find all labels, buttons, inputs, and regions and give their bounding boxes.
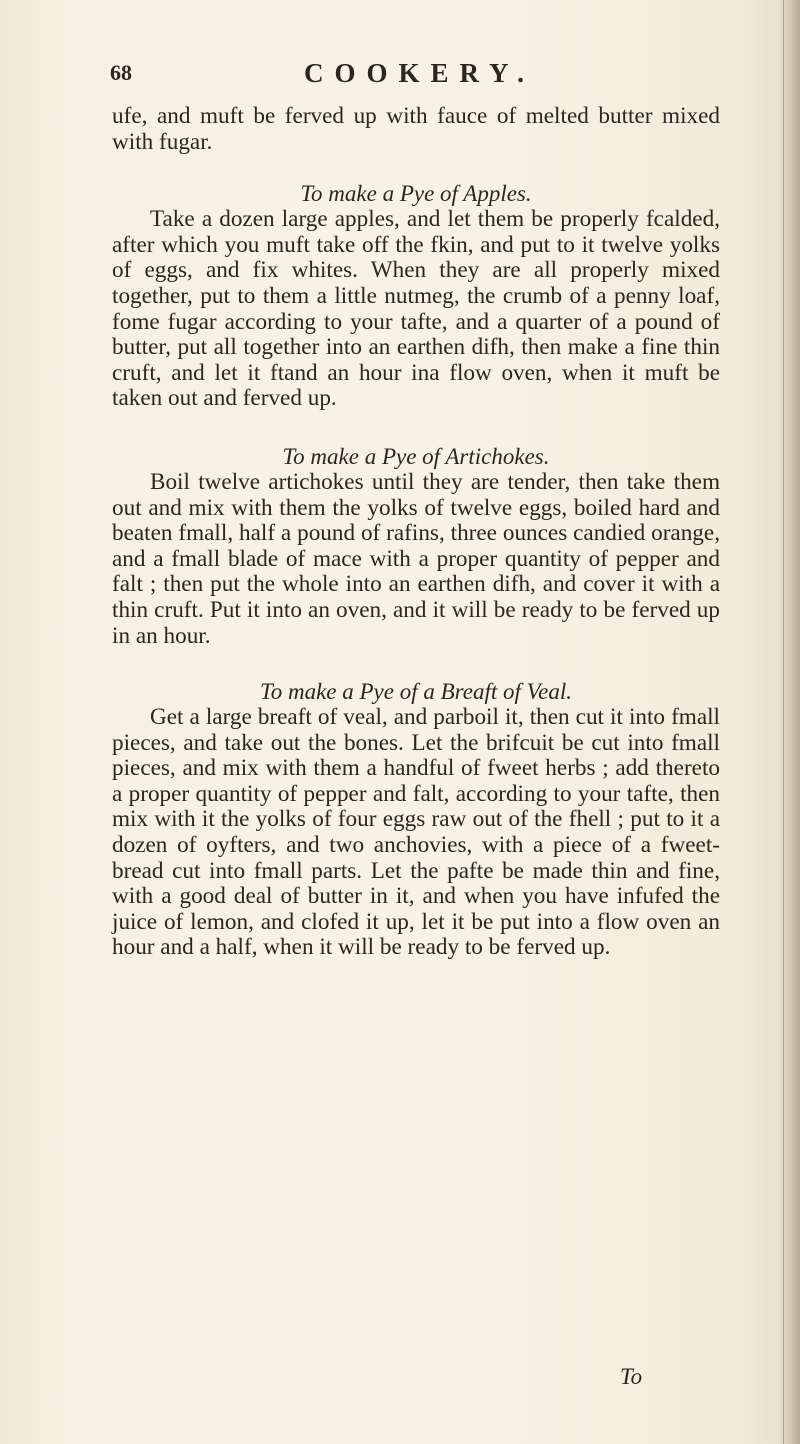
recipe-title-artichoke-pye: To make a Pye of Artichokes. (282, 443, 550, 469)
continued-paragraph: ufe, and muft be ferved up with fauce of melted butter mixed with fugar. (112, 103, 720, 155)
recipe-title-apple-pye: To make a Pye of Apples. (300, 181, 532, 207)
catchword: To (620, 1364, 643, 1389)
page-number: 68 (110, 60, 132, 85)
recipe-body-apple-pye: Take a dozen large apples, and let them be properly fcalded, after which you muft take off the fkin, and put to it twelve yolks of eggs, and fix whites. When they are all properly mixed together, put to them a little nutmeg, the crumb of a penny loaf, fome fugar according to your tafte, and a quarter of a pound of butter, put all together into an earthen difh, then make a fine thin cruft, and let it ftand an hour ina flow oven, when it muft be taken out and ferved up. (112, 206, 720, 412)
recipe-title-veal-pye: To make a Pye of a Breaft of Veal. (260, 679, 572, 705)
page-edge-line (783, 0, 784, 1444)
recipe-body-veal-pye: Get a large breaft of veal, and parboil it, then cut it into fmall pieces, and take out the bones. Let the brifcuit be cut into fmall pieces, and mix with them a handful of fweet herbs ; add thereto a proper quantity of pepper and falt, according to your tafte, then mix with it the yolks of four eggs raw out of the fhell ; put to it a dozen of oyfters, and two anchovies, with a piece of a fweet-bread cut into fmall parts. Let the pafte be made thin and fine, with a good deal of butter in it, and when you have infufed the juice of lemon, and clofed it up, let it be put into a flow oven an hour and a half, when it will be ready to be ferved up. (112, 704, 720, 961)
recipe-body-artichoke-pye: Boil twelve artichokes until they are tender, then take them out and mix with them the yolks of twelve eggs, boiled hard and beaten fmall, half a pound of rafins, three ounces candied orange, and a fmall blade of mace with a proper quantity of pepper and falt ; then put the whole into an earthen difh, and cover it with a thin cruft. Put it into an oven, and it will be ready to be ferved up in an hour. (112, 468, 720, 649)
running-head: COOKERY. (304, 58, 535, 88)
page-content (112, 104, 720, 961)
page-edge-shadow (778, 0, 800, 1444)
page-header (110, 58, 710, 98)
